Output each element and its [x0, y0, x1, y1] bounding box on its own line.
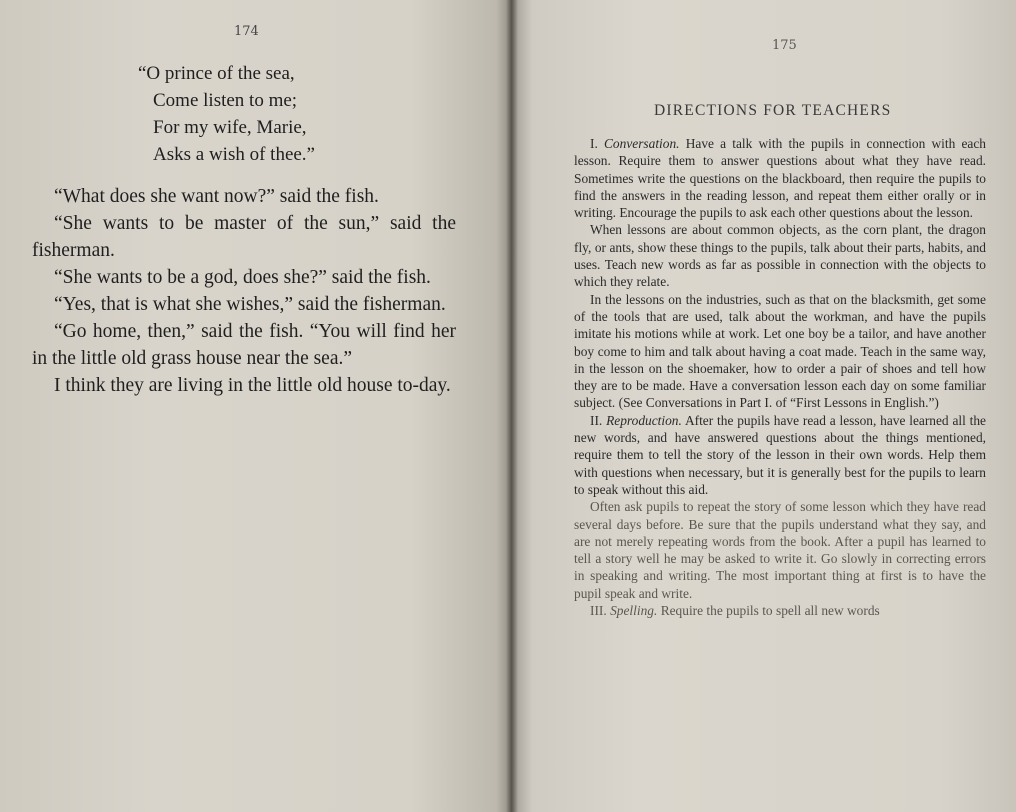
- paragraph: [574, 291, 986, 412]
- verse-line: Asks a wish of thee.”: [153, 144, 315, 165]
- section-title: Conversation.: [604, 136, 680, 151]
- story-text: [32, 183, 456, 399]
- paragraph: [574, 602, 986, 619]
- verse-line: Come listen to me;: [153, 90, 298, 111]
- paragraph: “What does she want now?” said the fish.: [54, 186, 379, 207]
- directions-text: [574, 135, 986, 619]
- paragraph: I think they are living in the little old house to-day.: [54, 375, 451, 396]
- paragraph: “Go home, then,” said the fish. “You will find her in the little old grass house near the sea.”: [32, 321, 456, 369]
- section-heading: DIRECTIONS FOR TEACHERS: [654, 102, 892, 119]
- section-numeral: II.: [590, 412, 603, 428]
- page-number: 175: [772, 38, 797, 53]
- paragraph: “She wants to be a god, does she?” said the fish.: [54, 267, 431, 288]
- paragraph: “Yes, that is what she wishes,” said the fisherman.: [54, 294, 446, 315]
- paragraph-text: Often ask pupils to repeat the story of some lesson which they have read several days before. Be sure that the pupils understand what they say, and are not merely repeating words from the book. After a pupil has learned to tell a story well he may be asked to write it. Go slowly in correcting errors in speaking and writing. The most important thing at first is to have the pupil speak and write.: [574, 499, 986, 601]
- section-title: Reproduction.: [606, 412, 682, 428]
- section-numeral: III.: [590, 603, 607, 619]
- verse-line: “O prince of the sea,: [138, 63, 295, 84]
- paragraph-text: When lessons are about common objects, as the corn plant, the dragon fly, or ants, show these things to the pupils, talk about their parts, habits, and uses. Teach new words as far as possible in connection with the objects to which they relate.: [574, 222, 986, 290]
- section-title: Spelling.: [610, 603, 658, 619]
- paragraph-text: In the lessons on the industries, such as that on the blacksmith, get some of the tools that are used, talk about the workman, and have the pupils imitate his motions while at work. Let one boy be a tailor, and have another boy come to him and talk about having a coat made. Teach in the same way, in the lesson on the shoemaker, how to order a pair of shoes and tell how they are to be made. Have a conversation lesson each day on some familiar subject. (See Conversations in Part I. of “First Lessons in English.”): [574, 291, 986, 411]
- book-gutter: [506, 0, 518, 812]
- verse-line: For my wife, Marie,: [153, 117, 307, 138]
- paragraph: [574, 221, 986, 290]
- page-number: 174: [234, 24, 259, 39]
- paragraph-text: Require the pupils to spell all new words: [660, 603, 880, 619]
- paragraph: [574, 135, 986, 221]
- paragraph: “She wants to be master of the sun,” said the fisherman.: [32, 213, 456, 261]
- section-numeral: I.: [590, 136, 598, 151]
- paragraph-text: Have a talk with the pupils in connection with each lesson. Require them to answer questions about what they have read. Sometimes write the questions on the blackboard, then require the pupils to find the answers in the reading lesson, and repeat them either orally or in writing. Encourage the pupils to ask each other questions about the lesson.: [574, 136, 986, 221]
- paragraph-text: After the pupils have read a lesson, have learned all the new words, and have answered questions about the things mentioned, require them to tell the story of the lesson in their own words. Help them with questions when necessary, but it is generally best for the pupils to learn to speak without this aid.: [574, 412, 986, 497]
- paragraph: [574, 412, 986, 498]
- paragraph: [574, 498, 986, 602]
- verse: [138, 60, 315, 168]
